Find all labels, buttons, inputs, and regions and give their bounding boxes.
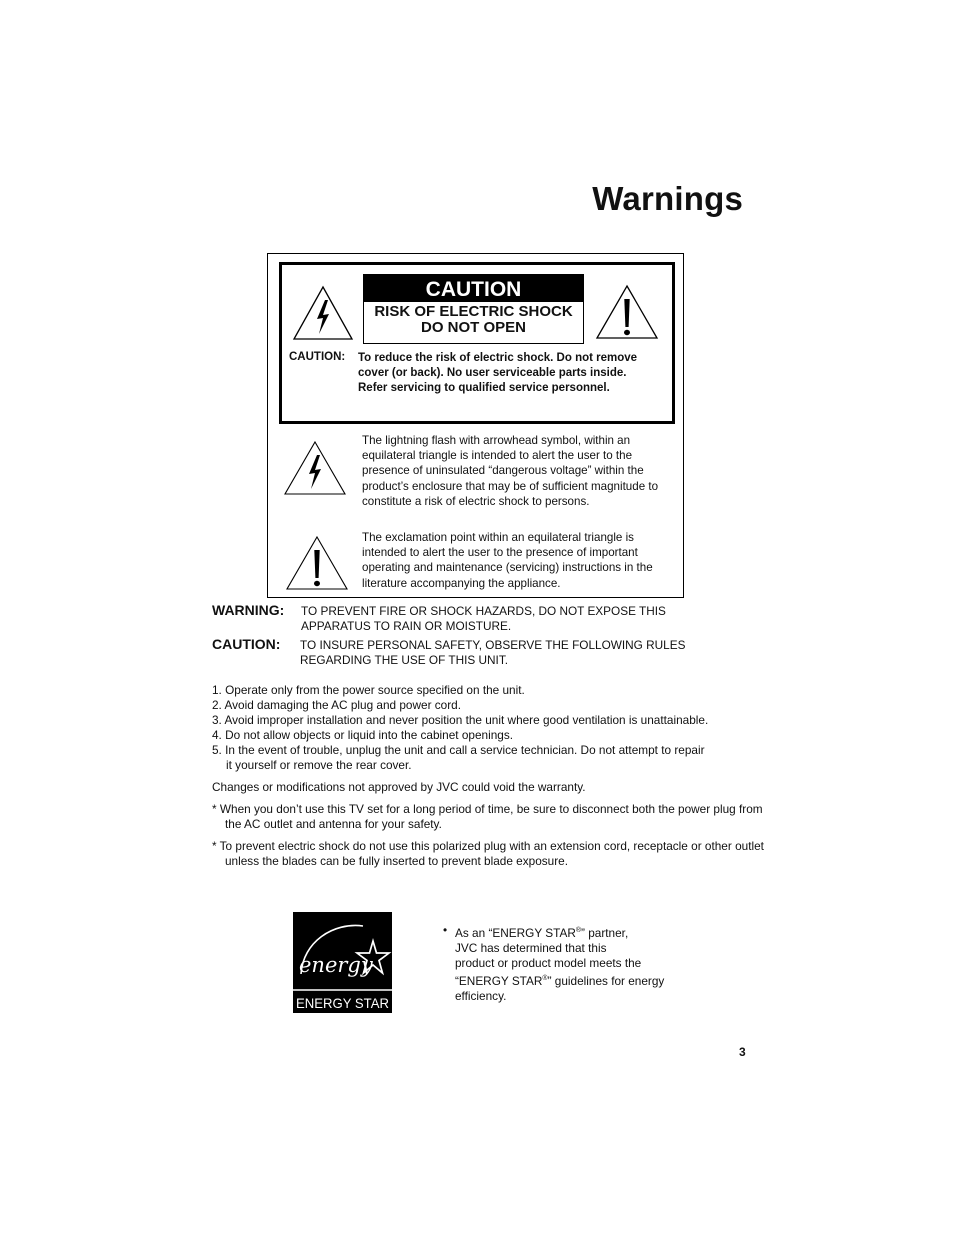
caution-subline-1: RISK OF ELECTRIC SHOCK bbox=[374, 303, 573, 320]
caution-text-label: CAUTION: bbox=[289, 351, 346, 363]
registered-mark: ® bbox=[575, 927, 582, 934]
warning-line-1: TO PREVENT FIRE OR SHOCK HAZARDS, DO NOT EXPOSE THIS bbox=[301, 604, 666, 618]
list-item: 4. Do not allow objects or liquid into the cabinet openings. bbox=[212, 728, 514, 742]
page-number: 3 bbox=[739, 1045, 746, 1059]
caution-notice-line-2: REGARDING THE USE OF THIS UNIT. bbox=[300, 653, 509, 667]
lightning-warning-icon bbox=[292, 285, 354, 341]
caution-heading: CAUTION bbox=[364, 275, 583, 302]
modifications-note: Changes or modifications not approved by JVC could void the warranty. bbox=[212, 780, 586, 794]
registered-mark: ® bbox=[542, 975, 548, 983]
caution-subline-2: DO NOT OPEN bbox=[420, 319, 526, 336]
energy-note-line: efficiency. bbox=[455, 989, 507, 1004]
exclamation-warning-icon bbox=[595, 284, 659, 340]
energy-star-note bbox=[443, 923, 693, 1004]
energy-note-line: ” partner, bbox=[581, 925, 629, 940]
exclamation-symbol-description: The exclamation point within an equilateral triangle is intended to alert the user to the presence of important operating and maintenance (servicing) instructions in the literature accompanying the appliance. bbox=[362, 531, 653, 590]
bullet: • bbox=[443, 923, 448, 937]
list-item: 2. Avoid damaging the AC plug and power cord. bbox=[212, 698, 461, 712]
exclamation-symbol-icon bbox=[285, 535, 349, 591]
lightning-symbol-icon bbox=[283, 440, 347, 496]
caution-notice-line-1: TO INSURE PERSONAL SAFETY, OBSERVE THE FOLLOWING RULES bbox=[300, 638, 686, 652]
energy-script-text: energy bbox=[299, 953, 373, 977]
caution-text: To reduce the risk of electric shock. Do not remove cover (or back). No user serviceable parts inside. Refer servicing to qualified service personnel. bbox=[358, 352, 638, 395]
list-item: 5. In the event of trouble, unplug the unit and call a service technician. Do not attempt to repair bbox=[212, 743, 705, 757]
caution-panel bbox=[363, 274, 584, 344]
warning-label: WARNING: bbox=[212, 602, 285, 618]
energy-note-line: JVC has determined that this bbox=[455, 941, 607, 956]
list-item: 1. Operate only from the power source specified on the unit. bbox=[212, 683, 525, 697]
list-item-continuation: it yourself or remove the rear cover. bbox=[226, 758, 412, 772]
list-item: 3. Avoid improper installation and never position the unit where good ventilation is unattainable. bbox=[212, 713, 709, 727]
energy-note-line: “ENERGY STAR bbox=[455, 974, 543, 989]
energy-note-line: ” guidelines for energy bbox=[547, 974, 665, 989]
lightning-symbol-description: The lightning flash with arrowhead symbol, within an equilateral triangle is intended to alert the user to the presence of uninsulated “dangerous voltage” within the product’s enclosure that may be of sufficient magnitude to constitute a risk of electric shock to persons. bbox=[362, 434, 659, 508]
star-note: * To prevent electric shock do not use this polarized plug with an extension cord, receptacle or other outlet unless the blades can be fully inserted to prevent blade exposure. bbox=[212, 839, 764, 868]
energy-star-logo bbox=[293, 912, 392, 1013]
energy-note-line: As an “ENERGY STAR bbox=[455, 925, 576, 940]
star-note: * When you don’t use this TV set for a long period of time, be sure to disconnect both the power plug from the AC outlet and antenna for your safety. bbox=[212, 802, 763, 831]
safety-rules-list bbox=[212, 683, 752, 773]
caution-notice-label: CAUTION: bbox=[212, 636, 281, 652]
energy-note-line: product or product model meets the bbox=[455, 956, 642, 971]
energy-star-label: ENERGY STAR bbox=[296, 995, 389, 1011]
warning-line-2: APPARATUS TO RAIN OR MOISTURE. bbox=[301, 619, 512, 633]
page-title: Warnings bbox=[592, 180, 743, 217]
